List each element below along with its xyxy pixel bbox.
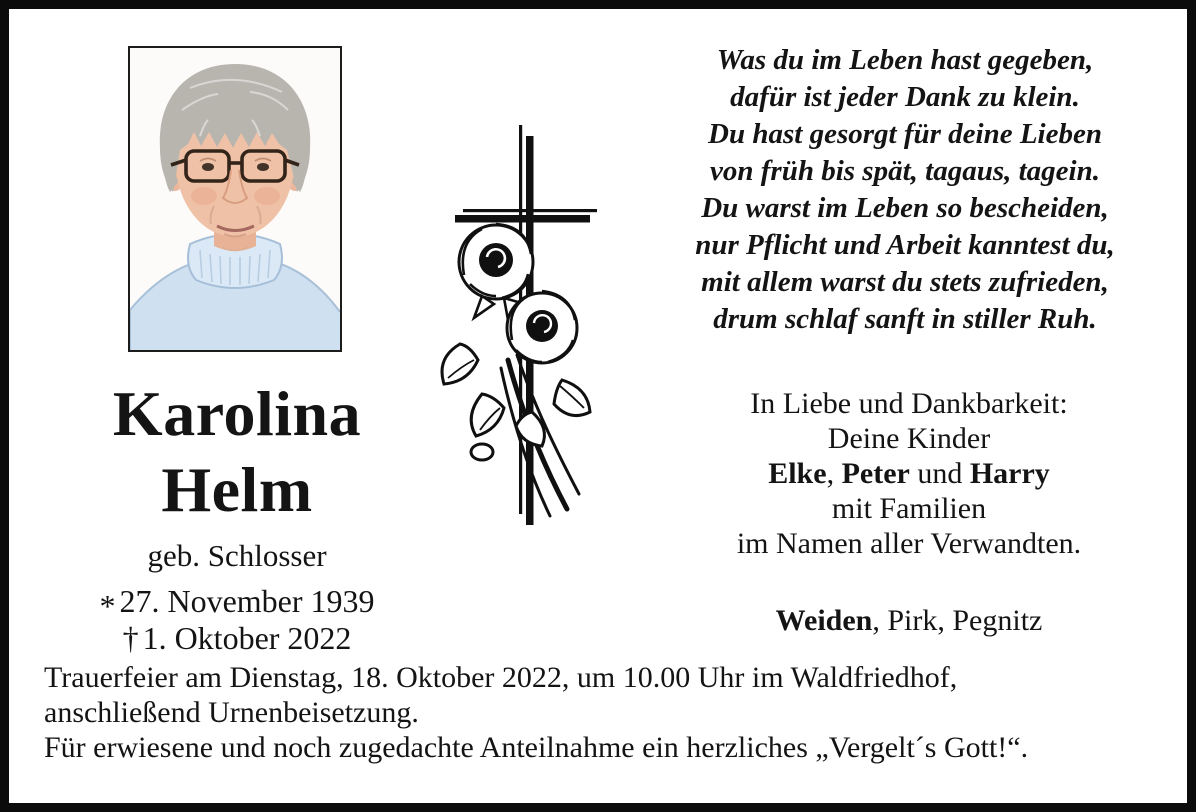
separator: ,	[826, 457, 842, 490]
death-dagger-icon: †	[122, 620, 139, 656]
poem-line: von früh bis spät, tagaus, tagein.	[710, 155, 1100, 187]
birth-date: 27. November 1939	[119, 583, 375, 619]
poem-line: nur Pflicht und Arbeit kanntest du,	[695, 229, 1115, 261]
child-name: Harry	[969, 457, 1050, 490]
poem-line: Du warst im Leben so bescheiden,	[701, 192, 1109, 224]
children-label: Deine Kinder	[827, 422, 991, 455]
funeral-line: Trauerfeier am Dienstag, 18. Oktober 2022, um 10.00 Uhr im Waldfriedhof,	[44, 661, 958, 694]
maiden-name: geb. Schlosser	[147, 538, 327, 573]
memorial-poem	[665, 42, 1145, 338]
mourners-block	[699, 386, 1119, 638]
poem-line: drum schlaf sanft in stiller Ruh.	[713, 303, 1097, 335]
places-line	[699, 603, 1119, 638]
birth-date-line	[70, 583, 404, 624]
death-date: 1. Oktober 2022	[142, 620, 352, 656]
portrait-photo	[128, 46, 342, 352]
families-line: mit Familien	[831, 492, 987, 525]
funeral-line: Für erwiesene und noch zugedachte Anteilnahme ein herzliches „Vergelt´s Gott!“.	[44, 731, 1029, 764]
deceased-last-name: Helm	[161, 454, 313, 525]
poem-line: Du hast gesorgt für deine Lieben	[708, 118, 1102, 150]
separator: und	[909, 457, 970, 490]
deceased-name-block	[70, 376, 404, 657]
child-name: Elke	[768, 457, 827, 490]
places-rest: , Pirk, Pegnitz	[872, 604, 1043, 637]
child-name: Peter	[841, 457, 910, 490]
deceased-first-name: Karolina	[112, 378, 362, 449]
funeral-line: anschließend Urnenbeisetzung.	[44, 696, 419, 729]
children-names	[699, 456, 1119, 491]
poem-line: dafür ist jeder Dank zu klein.	[730, 81, 1080, 113]
death-date-line	[70, 620, 404, 657]
condolence-intro: In Liebe und Dankbarkeit:	[750, 387, 1068, 420]
poem-line: Was du im Leben hast gegeben,	[716, 44, 1094, 76]
portrait-illustration	[130, 48, 340, 350]
birth-star-icon: *	[99, 588, 116, 624]
relatives-line: im Namen aller Verwandten.	[736, 527, 1082, 560]
cross-with-roses-icon	[438, 112, 610, 538]
poem-line: mit allem warst du stets zufrieden,	[701, 266, 1109, 298]
funeral-info-block	[44, 660, 1160, 765]
place-primary: Weiden	[775, 604, 873, 637]
